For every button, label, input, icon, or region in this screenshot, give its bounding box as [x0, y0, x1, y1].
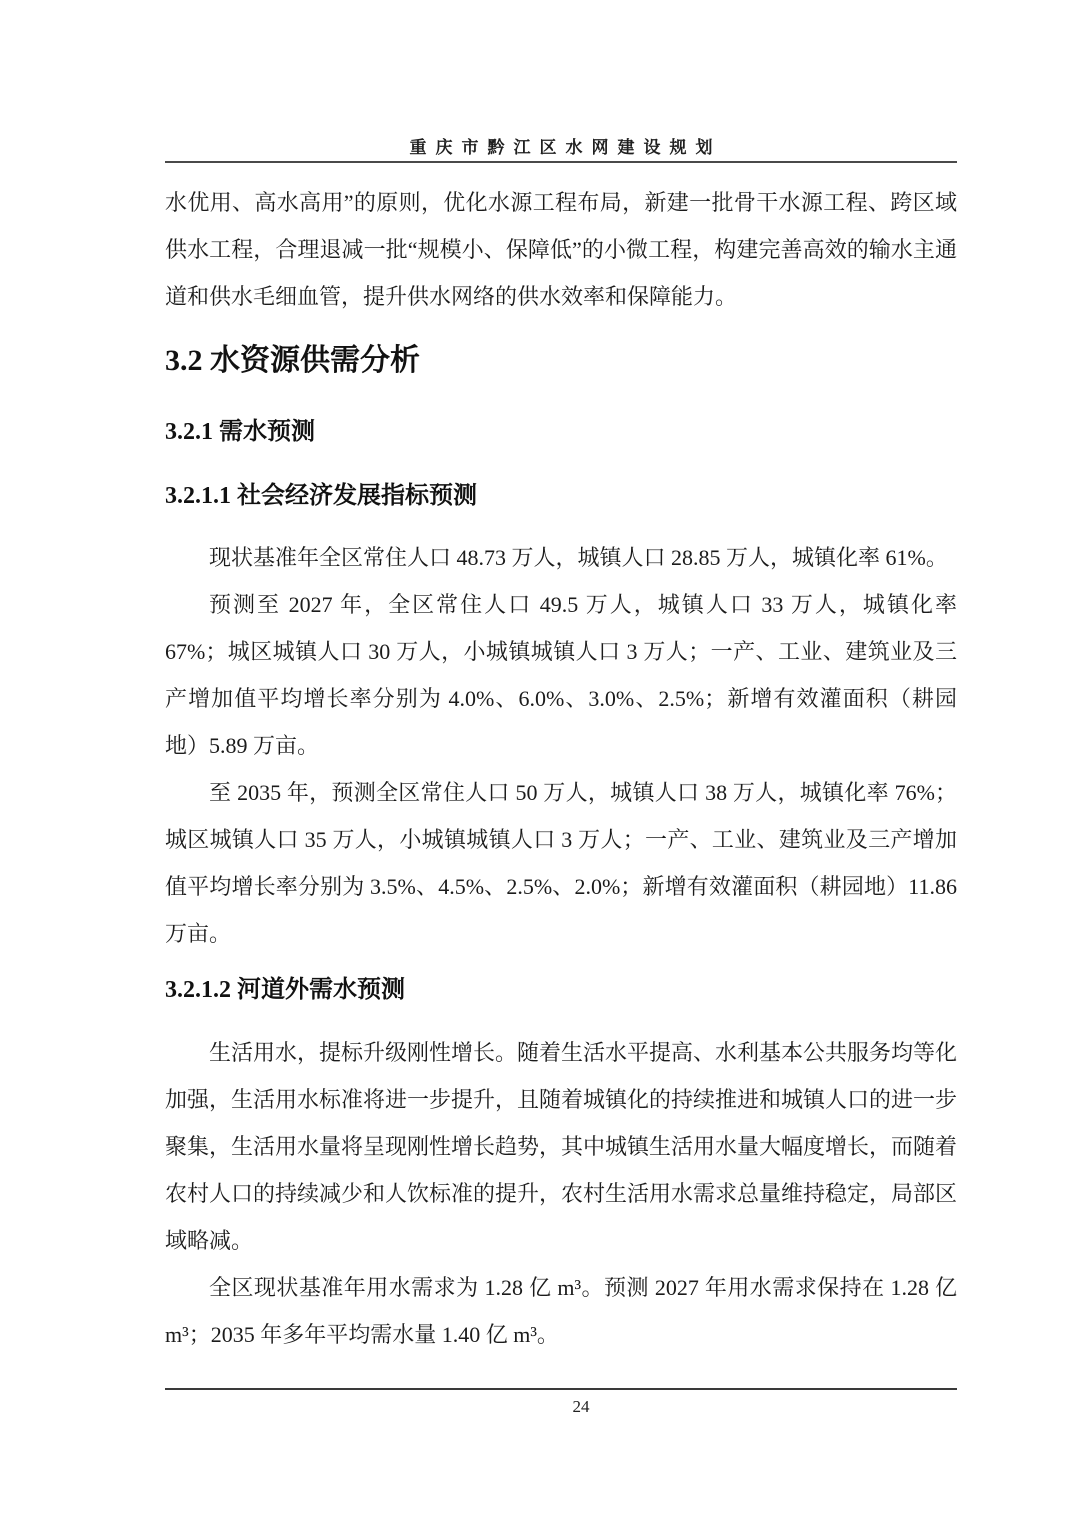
page-footer [165, 1388, 957, 1417]
subsection-heading-3-2-1: 3.2.1 需水预测 [165, 419, 315, 445]
page-number: 24 [572, 1397, 590, 1416]
page-content [165, 0, 957, 1358]
header-title: 重庆市黔江区水网建设规划 [409, 138, 722, 157]
paragraph-baseline-population: 现状基准年全区常住人口 48.73 万人，城镇人口 28.85 万人，城镇化率 61%。 [209, 545, 948, 570]
paragraph-domestic-water: 生活用水，提标升级刚性增长。随着生活水平提高、水利基本公共服务均等化加强，生活用水标准将进一步提升，且随着城镇化的持续推进和城镇人口的进一步聚集，生活用水量将呈现刚性增长趋势，其中城镇生活用水量大幅度增长，而随着农村人口的持续减少和人饮标准的提升，农村生活用水需求总量维持稳定，局部区域略减。 [165, 1040, 958, 1253]
subsubsection-heading-3-2-1-2: 3.2.1.2 河道外需水预测 [165, 977, 405, 1003]
paragraph-intro-continuation: 水优用、高水高用”的原则，优化水源工程布局，新建一批骨干水源工程、跨区域供水工程，合理退减一批“规模小、保障低”的小微工程，构建完善高效的输水主通道和供水毛细血管，提升供水网络的供水效率和保障能力。 [165, 190, 957, 309]
subsubsection-heading-3-2-1-1: 3.2.1.1 社会经济发展指标预测 [165, 483, 477, 509]
section-heading-3-2: 3.2 水资源供需分析 [165, 344, 420, 377]
paragraph-forecast-2035: 至 2035 年，预测全区常住人口 50 万人，城镇人口 38 万人，城镇化率 76%；城区城镇人口 35 万人，小城镇城镇人口 3 万人；一产、工业、建筑业及三产增加值平均增长率分别为 3.5%、4.5%、2.5%、2.0%；新增有效灌面积（耕园地）11.86 万亩。 [165, 780, 957, 946]
page-header [165, 0, 957, 163]
paragraph-forecast-2027: 预测至 2027 年，全区常住人口 49.5 万人，城镇人口 33 万人，城镇化率 67%；城区城镇人口 30 万人，小城镇城镇人口 3 万人；一产、工业、建筑业及三产增加值平均增长率分别为 4.0%、6.0%、3.0%、2.5%；新增有效灌面积（耕园地）5.89 万亩。 [165, 592, 957, 758]
paragraph-total-water-demand: 全区现状基准年用水需求为 1.28 亿 m³。预测 2027 年用水需求保持在 1.28 亿 m³；2035 年多年平均需水量 1.40 亿 m³。 [165, 1275, 957, 1347]
